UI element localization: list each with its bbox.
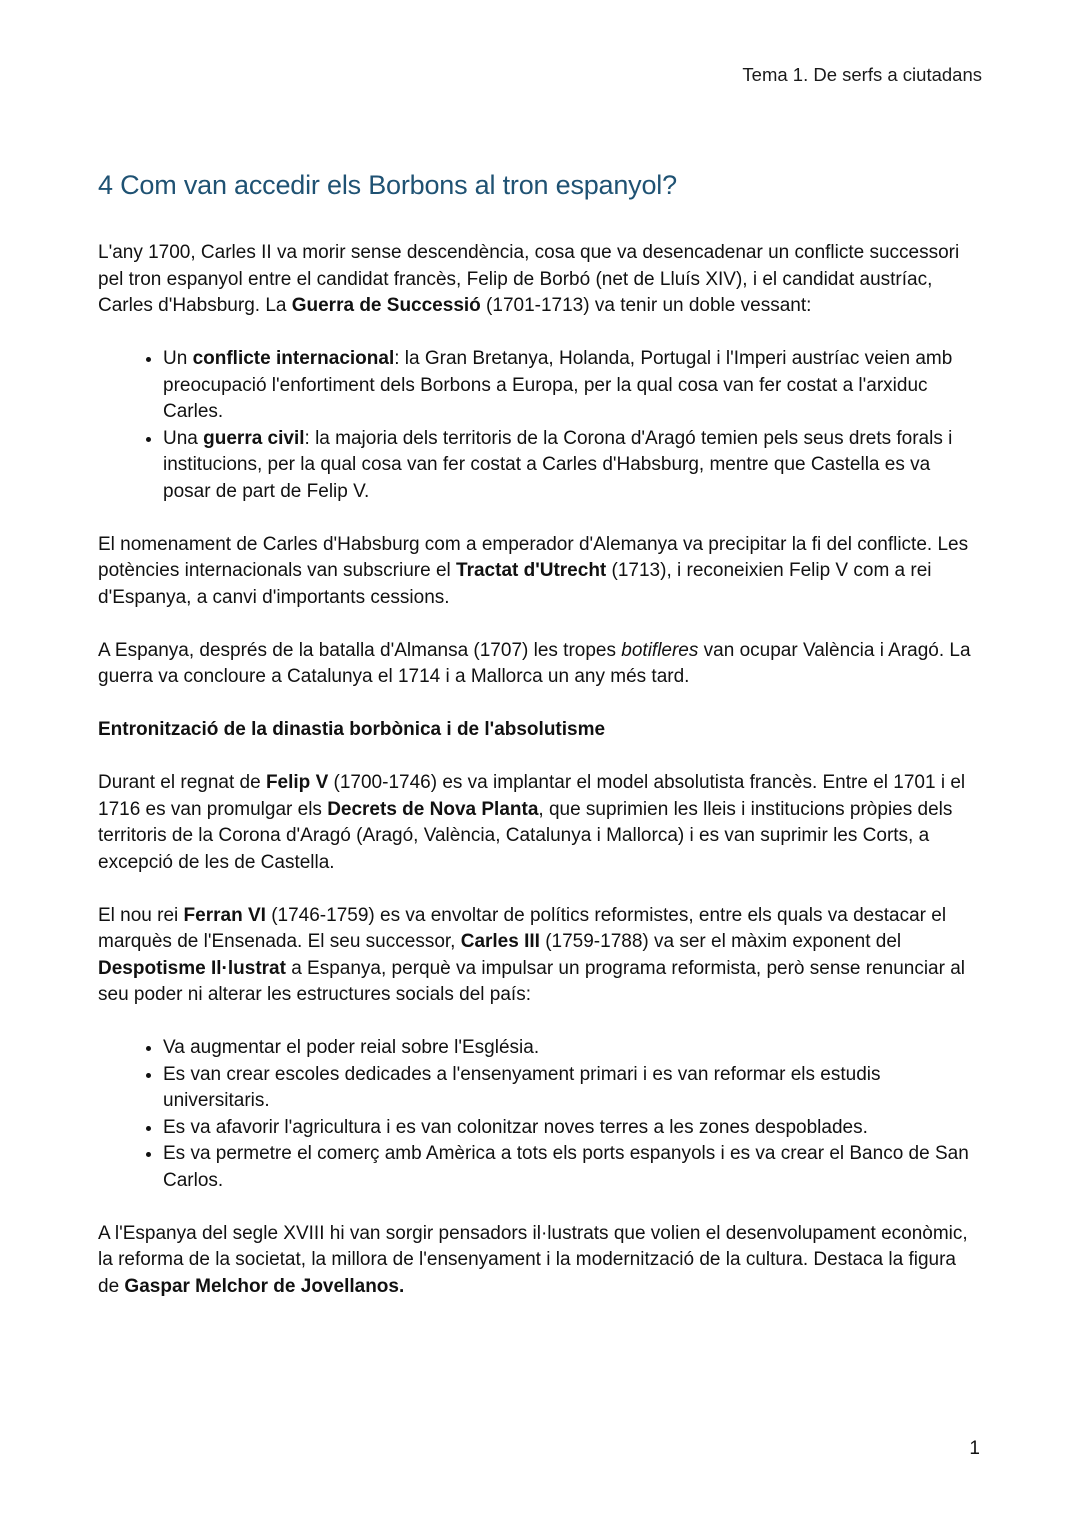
bold-term: Ferran VI xyxy=(183,904,266,926)
paragraph-felip-v xyxy=(98,770,982,876)
section-title: 4 Com van accedir els Borbons al tron espanyol? xyxy=(98,170,677,200)
bold-term: Decrets de Nova Planta xyxy=(327,798,539,820)
text-run: (1713), i reconeixien Felip V com a rei d'Espanya, a canvi d'importants cessions. xyxy=(98,560,932,608)
bold-term: Gaspar Melchor de Jovellanos. xyxy=(124,1275,405,1297)
list-item xyxy=(163,426,982,506)
text-run: L'any 1700, Carles II va morir sense descendència, cosa que va desencadenar un conflicte successori pel tron espanyol entre el candidat francès, Felip de Borbó (net de Lluís XIV), i el candidat austríac, Carles d'Habsburg. La xyxy=(98,242,960,316)
paragraph-almansa xyxy=(98,638,982,691)
bold-term: Carles III xyxy=(460,931,540,952)
bold-term: conflicte internacional xyxy=(192,348,395,369)
text-run: van ocupar València i Aragó. La guerra va concloure a Catalunya el 1714 i a Mallorca un any més tard. xyxy=(98,639,971,687)
text-run: A Espanya, després de la batalla d'Almansa (1707) les tropes xyxy=(98,639,622,661)
text-run: Un xyxy=(163,348,193,369)
text-run: a Espanya, perquè va impulsar un programa reformista, però sense renunciar al seu poder ni alterar les estructures socials del país: xyxy=(98,957,966,1005)
list-item xyxy=(163,346,982,426)
text-run: : la majoria dels territoris de la Corona d'Aragó temien pels seus drets forals i institucions, per la qual cosa van fer costat a Carles d'Habsburg, mentre que Castella es va posar de part de Felip V. xyxy=(163,427,953,502)
text-run: (1746-1759) es va envoltar de polítics reformistes, entre els quals va destacar el marquès de l'Ensenada. El seu successor, xyxy=(98,904,947,952)
text-run: : la Gran Bretanya, Holanda, Portugal i l'Imperi austríac veien amb preocupació l'enfortiment dels Borbons a Europa, per la qual cosa van fer costat a l'arxiduc Carles. xyxy=(163,348,953,422)
bullet-list-war-aspects xyxy=(98,346,982,505)
bold-term: guerra civil xyxy=(203,427,305,449)
text-run: , que suprimien les lleis i institucions pròpies dels territoris de la Corona d'Aragó (Aragó, València, Catalunya i Mallorca) i es van suprimir les Corts, a excepció de les de Castella. xyxy=(98,798,953,873)
bold-term: Guerra de Successió xyxy=(291,295,481,316)
list-item: • Es va afavorir l'agricultura i es van colonitzar noves terres a les zones despoblades. xyxy=(163,1115,982,1142)
list-item: • Es va permetre el comerç amb Amèrica a tots els ports espanyols i es va crear el Banco de San Carlos. xyxy=(163,1141,982,1194)
paragraph-utrecht xyxy=(98,532,982,612)
italic-term: botifleres xyxy=(621,639,699,661)
running-header: Tema 1. De serfs a ciutadans xyxy=(742,64,982,85)
text-run: (1701-1713) va tenir un doble vessant: xyxy=(480,295,812,316)
text-run: (1759-1788) va ser el màxim exponent del xyxy=(539,931,902,952)
text-run: Durant el regnat de xyxy=(98,772,266,793)
text-run: Una xyxy=(163,427,204,449)
text-run: El nomenament de Carles d'Habsburg com a emperador d'Alemanya va precipitar la fi del conflicte. Les potències internacionals van subscriure el xyxy=(98,533,969,581)
page-number: 1 xyxy=(969,1438,980,1459)
document-body xyxy=(98,240,982,1327)
bold-term: Felip V xyxy=(265,772,329,793)
text-run: A l'Espanya del segle XVIII hi van sorgir pensadors il·lustrats que volien el desenvolupament econòmic, la reforma de la societat, la millora de l'ensenyament i la modernització de la cultura. Destaca la figura de xyxy=(98,1222,968,1297)
paragraph-illustrats xyxy=(98,1221,982,1301)
list-item: • Es van crear escoles dedicades a l'ensenyament primari i es van reformar els estudis universitaris. xyxy=(163,1062,982,1115)
paragraph-succession xyxy=(98,240,982,320)
text-run: (1700-1746) es va implantar el model absolutista francès. Entre el 1701 i el 1716 es van promulgar els xyxy=(98,772,966,820)
paragraph-ferran-carles xyxy=(98,903,982,1009)
list-item: • Va augmentar el poder reial sobre l'Església. xyxy=(163,1035,982,1062)
text-run: El nou rei xyxy=(98,904,184,926)
subheading: Entronització de la dinastia borbònica i de l'absolutisme xyxy=(98,719,606,740)
bold-term: Despotisme Il·lustrat xyxy=(98,957,286,979)
bold-term: Tractat d'Utrecht xyxy=(456,560,607,581)
bullet-list-reforms xyxy=(98,1035,982,1194)
